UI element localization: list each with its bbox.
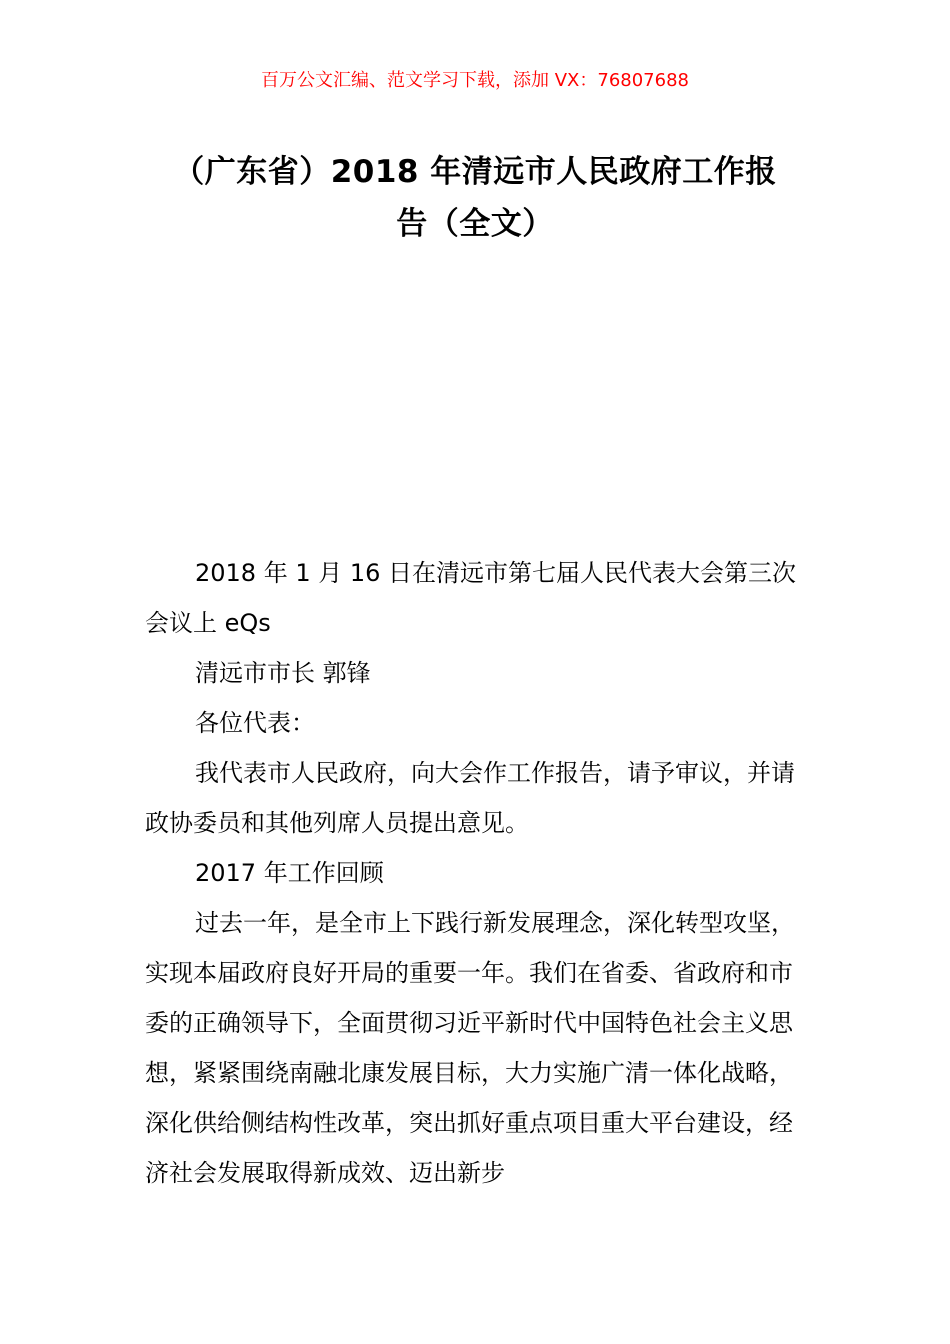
title-line-2: 告（全文） bbox=[396, 206, 554, 242]
header-watermark-note: 百万公文汇编、范文学习下载，添加 VX：76807688 bbox=[261, 70, 689, 91]
review-paragraph: 过去一年，是全市上下践行新发展理念，深化转型攻坚，实现本届政府良好开局的重要一年。我们在省委、省政府和市委的正确领导下，全面贯彻习近平新时代中国特色社会主义思想，紧紧围绕南融北康发展目标，大力实施广清一体化战略，深化供给侧结构性改革，突出抓好重点项目重大平台建设，经济社会发展取得新成效、迈出新步 bbox=[145, 909, 795, 1187]
title-line-1: （广东省）2018 年清远市人民政府工作报 bbox=[173, 154, 777, 190]
meeting-date-paragraph: 2018 年 1 月 16 日在清远市第七届人民代表大会第三次会议上 eQs bbox=[145, 559, 797, 637]
opening-paragraph: 我代表市人民政府，向大会作工作报告，请予审议，并请政协委员和其他列席人员提出意见。 bbox=[145, 759, 795, 837]
salutation: 各位代表： bbox=[195, 709, 315, 737]
section-heading: 2017 年工作回顾 bbox=[195, 859, 384, 887]
document-title bbox=[145, 146, 805, 250]
speaker-line: 清远市市长 郭锋 bbox=[195, 659, 371, 687]
document-body bbox=[145, 548, 807, 1198]
